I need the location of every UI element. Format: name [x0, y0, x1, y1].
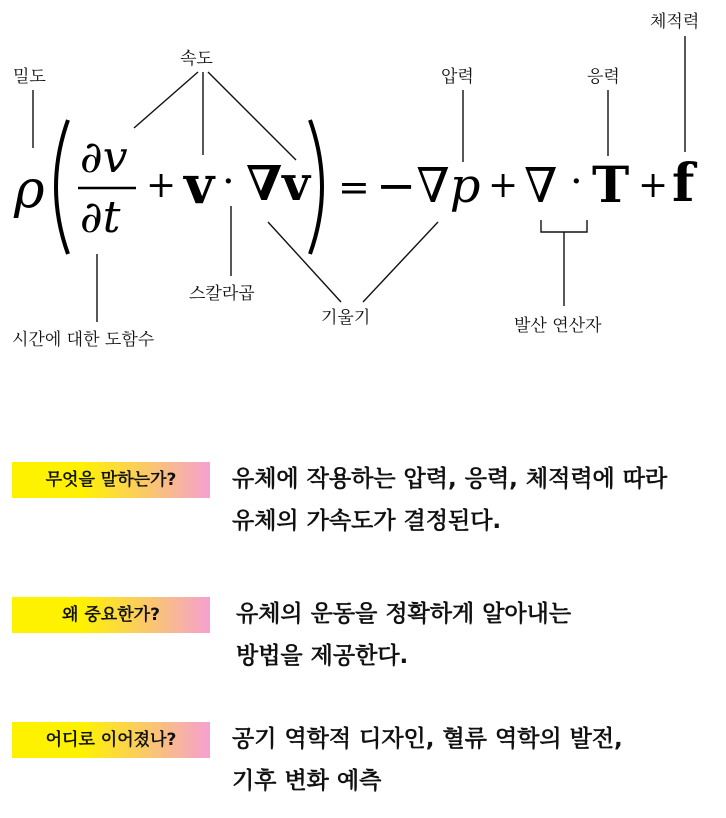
- plus-3: +: [638, 165, 669, 206]
- label-stress: 응력: [587, 67, 620, 87]
- rho-symbol: ρ: [14, 160, 45, 220]
- qa-answer: [236, 593, 726, 677]
- navier-stokes-figure: [0, 0, 726, 400]
- label-pressure: 압력: [441, 67, 474, 87]
- qa-answer-line: 유체에 작용하는 압력, 응력, 체적력에 따라: [232, 466, 668, 492]
- label-gradient: 기울기: [321, 308, 371, 328]
- left-paren: [56, 120, 68, 254]
- label-divergence: 발산 연산자: [514, 316, 602, 336]
- qa-answer-line: 유체의 운동을 정확하게 알아내는: [236, 601, 572, 627]
- velocity-v: v: [184, 155, 215, 216]
- qa-question-tag: 어디로 이어졌나?: [12, 722, 210, 758]
- label-scalar-product: 스칼라곱: [189, 284, 255, 304]
- partial-v: ∂v: [80, 132, 128, 183]
- label-density: 밀도: [13, 67, 46, 87]
- qa-answer-line: 기후 변화 예측: [232, 768, 382, 794]
- dot-2: ·: [570, 159, 583, 205]
- label-body-force: 체적력: [650, 12, 700, 32]
- partial-t: ∂t: [80, 192, 121, 243]
- minus-nabla-p: −∇p: [376, 158, 481, 214]
- qa-answer: [232, 718, 724, 802]
- nabla-v: ∇v: [246, 156, 311, 212]
- body-force-f: f: [672, 153, 695, 214]
- qa-answer-line: 방법을 제공한다.: [236, 643, 409, 669]
- label-time-derivative: 시간에 대한 도함수: [12, 330, 155, 350]
- qa-question-tag: 왜 중요한가?: [12, 597, 210, 633]
- stress-tensor-T: T: [592, 155, 630, 214]
- right-paren: [310, 120, 322, 254]
- qa-answer-line: 공기 역학적 디자인, 혈류 역학의 발전,: [232, 726, 623, 752]
- plus-2: +: [488, 165, 519, 206]
- qa-answer: [232, 458, 724, 542]
- equals-sign: =: [338, 165, 370, 209]
- plus-1: +: [146, 165, 177, 206]
- qa-question-tag: 무엇을 말하는가?: [12, 462, 210, 498]
- dot-1: ·: [222, 159, 235, 205]
- qa-answer-line: 유체의 가속도가 결정된다.: [232, 508, 502, 534]
- nabla: ∇: [524, 158, 558, 214]
- label-velocity: 속도: [180, 49, 213, 69]
